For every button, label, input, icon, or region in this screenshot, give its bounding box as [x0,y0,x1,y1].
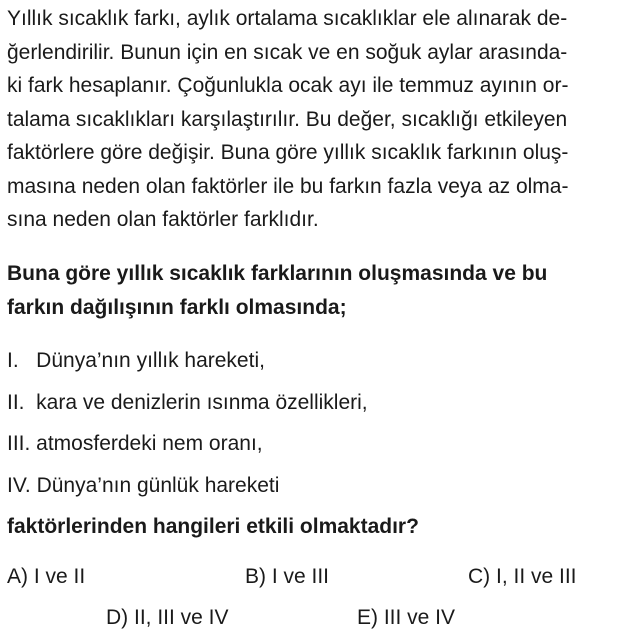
passage-line: talama sıcaklıkları karşılaştırılır. Bu değer, sıcaklığı etkileyen [7,107,568,131]
item-list [7,340,368,506]
question-stem-line: Buna göre yıllık sıcaklık farklarının oluşmasında ve bu [7,262,548,285]
item-iii: III. atmosferdeki nem oranı, [7,432,263,455]
question-stem [7,257,619,325]
question-stem-line: farkın dağılışının farklı olmasında; [7,296,347,319]
passage-line: faktörlere göre değişir. Buna göre yıllık sıcaklık farkının oluş- [7,141,569,164]
passage-line: ki fark hesaplanır. Çoğunlukla ocak ayı ile temmuz ayının or- [7,74,569,97]
passage-line: sına neden olan faktörler farklıdır. [7,208,319,231]
item-iv: IV. Dünya’nın günlük hareketi [7,473,280,497]
passage-line: masına neden olan faktörler ile bu farkın fazla veya az olma- [7,174,569,198]
passage [7,2,619,237]
option-e[interactable]: E) III ve IV [357,606,456,629]
option-c[interactable]: C) I, II ve III [468,565,577,588]
passage-line: ğerlendirilir. Bunun için en sıcak ve en soğuk aylar arasında- [7,40,568,64]
option-d[interactable]: D) II, III ve IV [106,606,229,629]
passage-line: Yıllık sıcaklık farkı, aylık ortalama sıcaklıklar ele alınarak de- [7,7,568,30]
option-a[interactable]: A) I ve II [7,565,86,588]
item-i: I. Dünya’nın yıllık hareketi, [7,349,265,372]
question-end: faktörlerinden hangileri etkili olmaktadır? [7,515,419,538]
option-b[interactable]: B) I ve III [245,565,330,588]
item-ii: II. kara ve denizlerin ısınma özellikleri, [7,390,368,414]
